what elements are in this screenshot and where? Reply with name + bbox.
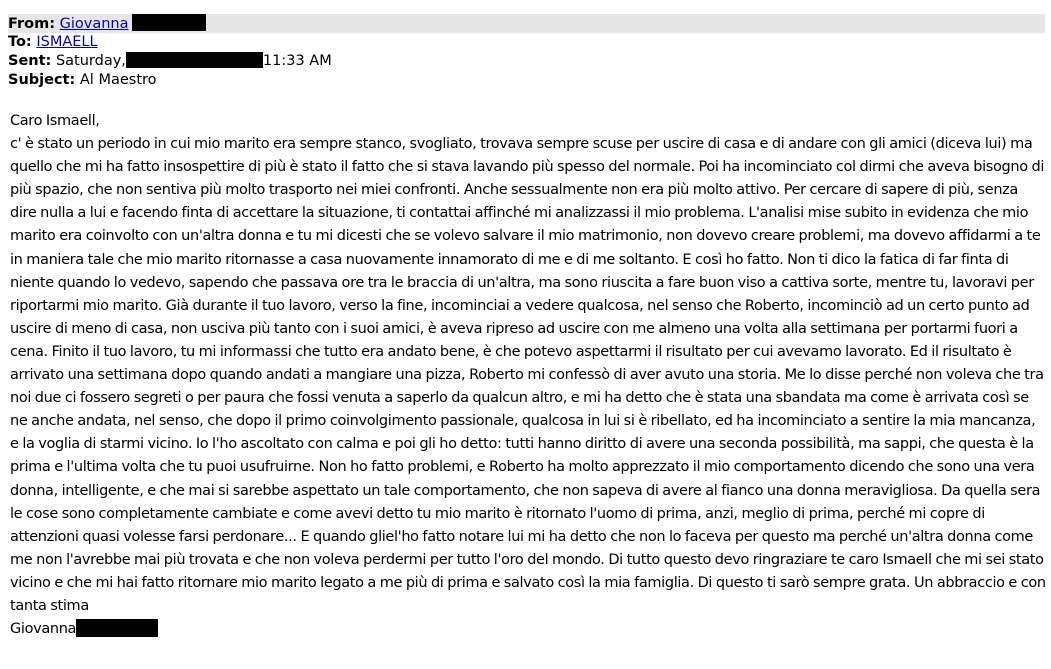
greeting: Caro Ismaell, (10, 113, 100, 129)
from-label: From: (8, 16, 55, 32)
email-header (8, 14, 1045, 90)
message-text: c' è stato un periodo in cui mio marito era sempre stanco, svogliato, trovava sempre scuse per uscire di casa e di andare con gli amici (diceva lui) ma quello che mi ha fatto insospettire di più è stato il fatto che si stava lavando più spesso del normale. Poi ha incominciato col dirmi che aveva bisogno di più spazio, che non sentiva più molto trasporto nei miei confronti. Anche sessualmente non era più molto attivo. Per cercare di sapere di più, senza dire nulla a lui e facendo finta di accettare la situazione, ti contattai affinché mi analizzassi il mio problema. L'analisi mise subito in evidenza che mio marito era coinvolto con un'altra donna e tu mi dicesti che se volevo salvare il mio matrimonio, non dovevo creare problemi, ma dovevo affidarmi a te in maniera tale che mio marito ritornasse a casa nuovamente innamorato di me e di me soltanto. E così ho fatto. Non ti dico la fatica di far finta di niente quando lo vedevo, sapendo che passava ore tra le braccia di un'altra, ma sono riuscita a fare buon viso a cattiva sorte, mentre tu, lavoravi per riportarmi mio marito. Già durante il tuo lavoro, verso la fine, incominciai a vedere qualcosa, nel senso che Roberto, incominciò ad un certo punto ad uscire di meno di casa, non usciva più tanto con i suoi amici, è aveva ripreso ad uscire con me almeno una volta alla settimana per portarmi fuori a cena. Finito il tuo lavoro, tu mi informassi che tutto era andato bene, è che potevo aspettarmi il risultato per cui avevamo lavorato. Ed il risultato è arrivato una settimana dopo quando andati a mangiare una pizza, Roberto mi confessò di aver avuto una storia. Me lo disse perché non voleva che tra noi due ci fossero segreti o per paura che fossi venuta a saperlo da qualcun altro, e mi ha detto che è stata una sbandata ma come è arrivata così se ne anche andata, nel senso, che dopo il primo coinvolgimento passionale, qualcosa in lui si è ribellato, ed ha incominciato a sentire la mia mancanza, e la voglia di starmi vicino. Io l'ho ascoltato con calma e poi gli ho detto: tutti hanno diritto di avere una seconda possibilità, ma sappi, che questa è la prima e l'ultima volta che tu puoi usufruirne. Non ho fatto problemi, e Roberto ha molto apprezzato il mio comportamento dicendo che sono una vera donna, intelligente, e che mai si sarebbe aspettato un tale comportamento, che non sapeva di avere al fianco una donna meravigliosa. Da quella sera le cose sono completamente cambiate e come avevi detto tu mio marito è ritornato l'uomo di prima, anzi, meglio di prima, perché mi copre di attenzioni quasi volesse farsi perdonare... E quando gliel'ho fatto notare lui mi ha detto che non lo faceva per questo ma perché un'altra donna come me non l'avrebbe mai più trovata e che non voleva perdermi per tutto l'oro del mondo. Di tutto questo devo ringraziare te caro Ismaell che mi sei stato vicino e che mi hai fatto ritornare mio marito legato a me più di prima e salvato così la mia famiglia. Di questo ti sarò sempre grata. Un abbraccio e con tanta stima (10, 136, 1046, 614)
sent-time: 11:33 AM (262, 53, 332, 69)
redaction-bar (126, 52, 263, 68)
subject-row (8, 71, 1045, 90)
to-label: To: (8, 34, 32, 50)
redaction-bar (132, 14, 206, 31)
to-recipient-link[interactable]: ISMAELL (36, 34, 98, 50)
sent-day: Saturday, (55, 53, 126, 69)
sent-label: Sent: (8, 53, 52, 69)
from-sender-link[interactable]: Giovanna (59, 16, 129, 32)
signature: Giovanna (10, 621, 77, 638)
to-row (8, 33, 1045, 52)
sent-row (8, 52, 1045, 71)
subject-label: Subject: (8, 72, 76, 88)
subject-text: Al Maestro (79, 72, 157, 88)
redaction-bar (76, 619, 158, 637)
from-row (8, 14, 1045, 33)
signature-line (10, 618, 1046, 641)
email-body (10, 110, 1046, 641)
